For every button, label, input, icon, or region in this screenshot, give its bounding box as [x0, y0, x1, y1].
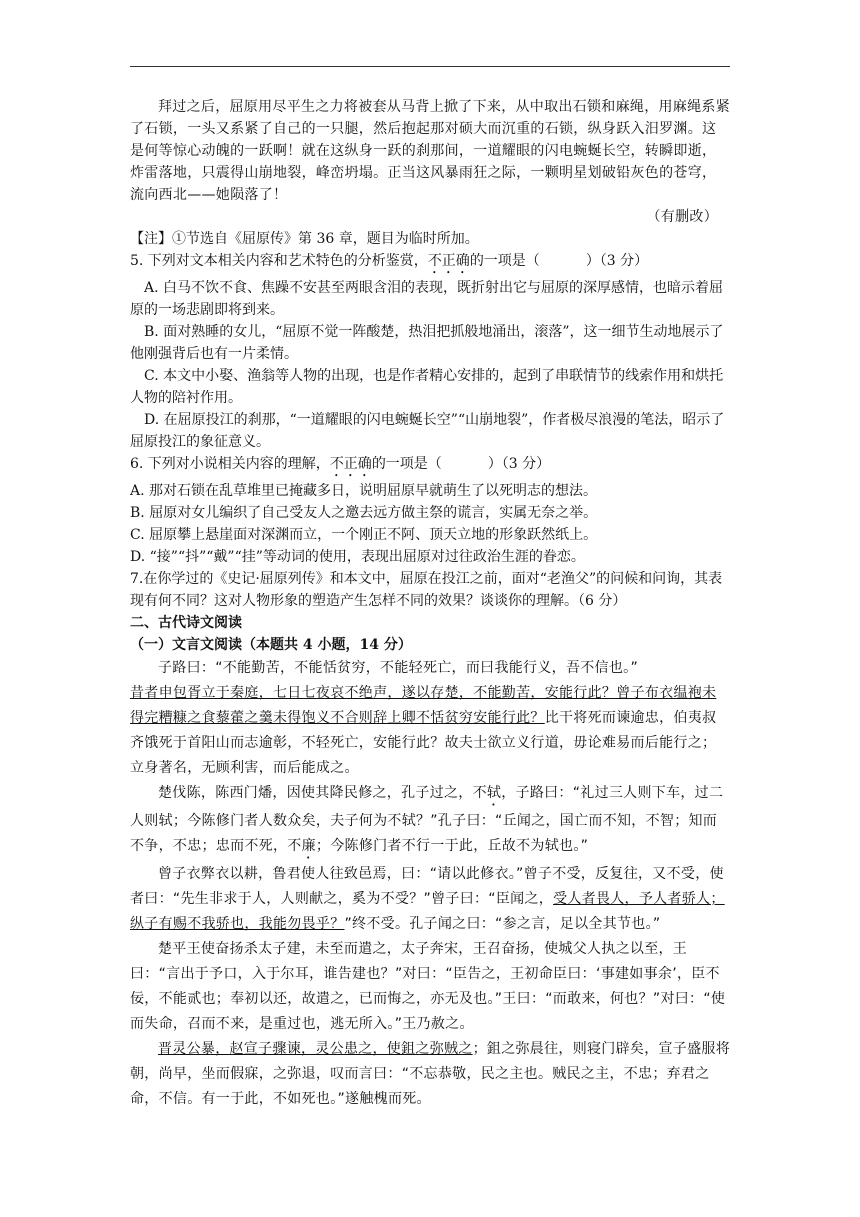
- q6-option-b: B. 屈原对女儿编织了自己受友人之邀去远方做主祭的谎言，实属无奈之举。: [130, 505, 598, 521]
- q6-score: ）（3 分）: [487, 456, 551, 472]
- classical-text: [130, 656, 730, 1112]
- section-heading: 二、古代诗文阅读: [130, 615, 242, 631]
- classical-paragraph-1: 子路曰：“不能勤苦，不能恬贫穷，不能轻死亡，而曰我能行义，吾不信也。”: [158, 660, 639, 676]
- q6-emphasis: 不正确: [329, 456, 372, 472]
- question-6-stem: [130, 453, 730, 480]
- passage-source: （有删改）: [646, 209, 718, 225]
- q5-stem-post: 的一项是（: [469, 253, 540, 269]
- classical-p3-text-c: ；今陈修门者不行一于此，丘故不为轼也。”: [315, 838, 589, 854]
- classical-paragraph-2: [130, 681, 730, 781]
- q6-option-c: C. 屈原攀上悬崖面对深渊而立，一个刚正不阿、顶天立地的形象跃然纸上。: [130, 527, 598, 543]
- classical-underlined-sentence: 晋灵公暴，赵宣子骤谏，灵公患之，使鉏之弥贼之: [158, 1041, 473, 1057]
- header-rule: [130, 66, 730, 67]
- passage-note: 【注】①节选自《屈原传》第 36 章，题目为临时所加。: [130, 231, 479, 247]
- classical-paragraph-5: 楚平王使奋扬杀太子建，未至而遣之，太子奔宋，王召奋扬，使城父人执之以至，王曰：“言出于予口，入于尔耳，谁告建也？”对曰：“臣告之，王初命臣曰：‘事建如事余’，臣不佞，不能贰也；奉初以还，故遣之，已而悔之，亦无及也。”王曰：“而敢来，何也？”对曰：“使而失命，召而不来，是重过也，逃无所入。”王乃赦之。: [130, 941, 726, 1032]
- classical-p3-dotted-word: 廉: [301, 838, 316, 854]
- q5-emphasis: 不正确: [427, 253, 470, 269]
- q5-option-d: D. 在屈原投江的刹那，“一道耀眼的闪电蜿蜒长空”“山崩地裂”，作者极尽浪漫的笔法，昭示了屈原投江的象征意义。: [130, 412, 725, 450]
- q5-stem-pre: 5. 下列对文本相关内容和艺术特色的分析鉴赏，: [130, 253, 428, 269]
- q5-option-c: C. 本文中小娶、渔翁等人物的出现，也是作者精心安排的，起到了串联情节的线索作用和烘托人物的陪衬作用。: [130, 368, 724, 406]
- classical-paragraph-6: [130, 1037, 730, 1112]
- q6-option-d: D. “接”“抖”“戴”“挂”等动词的使用，表现出屈原对过往政治生涯的眷恋。: [130, 549, 585, 565]
- question-7: 7.在你学过的《史记·屈原列传》和本文中，屈原在投江之前，面对“老渔父”的问候和问询，其表现有何不同？这对人物形象的塑造产生怎样不同的效果？谈谈你的理解。（6 分）: [130, 571, 723, 609]
- q5-score: ）（3 分）: [585, 253, 649, 269]
- classical-paragraph-4: [130, 862, 730, 937]
- q6-stem-pre: 6. 下列对小说相关内容的理解，: [130, 456, 330, 472]
- classical-p4-text-b: ”终不受。孔子闻之曰：“参之言，足以全其节也。”: [344, 916, 661, 932]
- q5-option-a: A. 白马不饮不食、焦躁不安甚至两眼含泪的表现，既折射出它与屈原的深厚感情，也暗示着屈原的一场悲剧即将到来。: [130, 280, 724, 318]
- passage-paragraph: 拜过之后，屈原用尽平生之力将被套从马背上掀了下来，从中取出石锁和麻绳，用麻绳系紧了石锁，一头又系紧了自己的一只腿，然后抱起那对硕大而沉重的石锁，纵身跃入汨罗渊。这是何等惊心动魄的一跃啊！就在这纵身一跃的刹那间，一道耀眼的闪电蜿蜒长空，转瞬即逝，炸雷落地，只震得山崩地裂，峰峦坍塌。正当这风暴雨狂之际，一颗明星划破铅灰色的苍穹，流向西北——她陨落了！: [130, 99, 730, 203]
- classical-underlined-sentence: 昔者申包胥立于秦庭，七日七夜哀不绝声，遂以存楚，不能勤苦，安能行此？曾子布衣缊袍未得完糟糠之食藜藿之羹未得饱义不合则辞上卿不恬贫穷安能行此？: [130, 685, 717, 726]
- q6-stem-post: 的一项是（: [371, 456, 442, 472]
- classical-p3-text-b: ，子路曰：“礼过三人则下车，过二人则轼；今陈修门者人数众矣，夫子何为不轼？”孔子曰：“丘闻之，国亡而不知，不智；知而不争，不忠；忠而不死，不: [130, 785, 724, 854]
- classical-p3-dotted-word: 轼: [486, 785, 502, 801]
- subsection-heading: （一）文言文阅读（本题共 4 小题，14 分）: [130, 637, 412, 653]
- classical-underlined-sentence: 受人者畏人，予人者骄人；纵子有赐不我骄也，我能勿畏乎？: [130, 891, 725, 932]
- q5-option-b: B. 面对熟睡的女儿，“屈原不觉一阵酸楚，热泪把抓般地涌出，滚落”，这一细节生动地展示了他刚强背后也有一片柔情。: [130, 324, 724, 362]
- page-content: [130, 96, 730, 1112]
- classical-p2-rest: 比干将死而谏逾忠，伯夷叔齐饿死于首阳山而志逾彰，不轻死亡，安能行此？故夫士欲立义行道，毋论难易而后能行之；立身著名，无顾利害，而后能成之。: [130, 710, 717, 776]
- q6-option-a: A. 那对石锁在乱草堆里已掩藏多日，说明屈原早就萌生了以死明志的想法。: [130, 483, 598, 499]
- question-5-stem: [130, 250, 730, 277]
- classical-p6-text: ；鉏之弥晨往，则寝门辟矣，宣子盛服将朝，尚早，坐而假寐，之弥退，叹而言曰：“不忘恭敬，民之主也。贼民之主，不忠；弃君之命，不信。有一于此，不如死也。”遂触槐而死。: [130, 1041, 731, 1107]
- classical-p3-text-a: 楚伐陈，陈西门燔，因使其降民修之，孔子过之，不: [158, 785, 487, 801]
- classical-p4-text-a: 曾子衣弊衣以耕，鲁君使人往致邑焉，曰：“请以此修衣。”曾子不受，反复往，又不受，使者曰：“先生非求于人，人则献之，奚为不受？”曾子曰：“臣闻之，: [130, 866, 724, 907]
- classical-paragraph-3: [130, 781, 730, 862]
